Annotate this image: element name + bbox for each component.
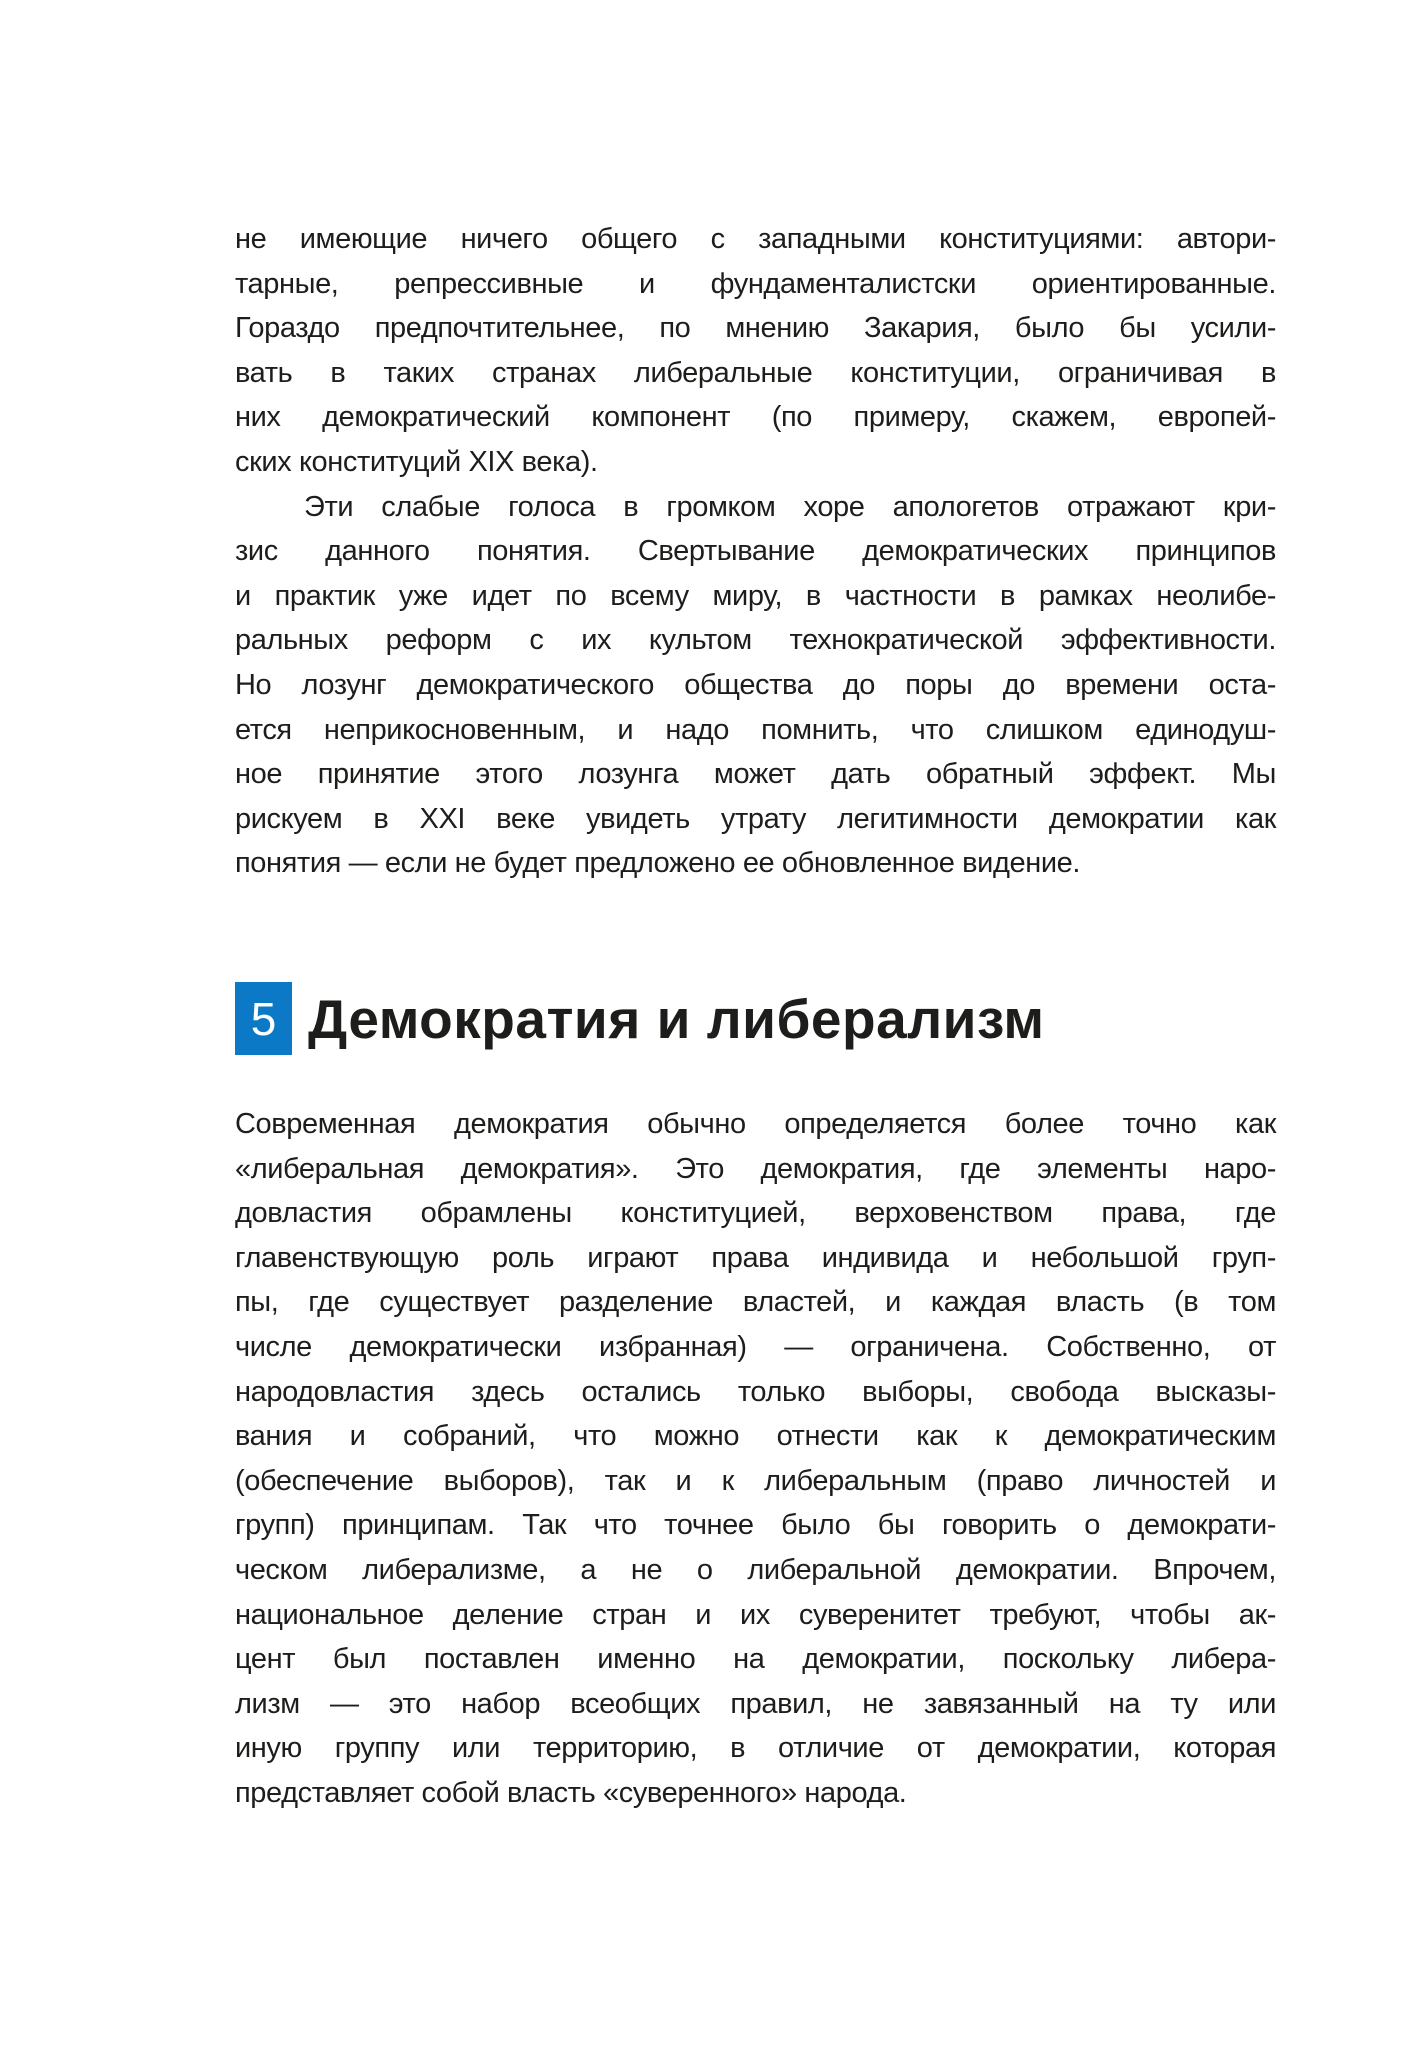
- text-line: Гораздо предпочтительнее, по мнению Закария, было бы усили-: [235, 312, 1276, 345]
- text-line: них демократический компонент (по примеру, скажем, европей-: [235, 401, 1276, 434]
- section-number-badge: 5: [235, 982, 292, 1055]
- text-line: ческом либерализме, а не о либеральной демократии. Впрочем,: [235, 1553, 1276, 1586]
- text-line: цент был поставлен именно на демократии, поскольку либера-: [235, 1643, 1276, 1676]
- text-line: ральных реформ с их культом технократической эффективности.: [235, 624, 1276, 657]
- continued-paragraphs: [235, 217, 1276, 886]
- text-line: Современная демократия обычно определяется более точно как: [235, 1108, 1276, 1140]
- text-line: тарные, репрессивные и фундаменталистски ориентированные.: [235, 267, 1276, 300]
- text-line: групп) принципам. Так что точнее было бы говорить о демократи-: [235, 1509, 1276, 1542]
- text-line: главенствующую роль играют права индивида и небольшой груп-: [235, 1241, 1276, 1274]
- text-line: вать в таких странах либеральные конституции, ограничивая в: [235, 356, 1276, 389]
- text-line: Эти слабые голоса в громком хоре апологетов отражают кри-: [304, 490, 1276, 523]
- text-line: пы, где существует разделение властей, и каждая власть (в том: [235, 1286, 1276, 1319]
- text-line: и практик уже идет по всему миру, в частности в рамках неолибе-: [235, 579, 1276, 612]
- section-body: [235, 1102, 1276, 1816]
- text-line: народовластия здесь остались только выборы, свобода высказы-: [235, 1375, 1276, 1408]
- text-line: рискуем в XXI веке увидеть утрату легитимности демократии как: [235, 802, 1276, 835]
- text-line: ное принятие этого лозунга может дать обратный эффект. Мы: [235, 758, 1276, 791]
- text-line: иную группу или территорию, в отличие от демократии, которая: [235, 1732, 1276, 1765]
- text-line: зис данного понятия. Свертывание демократических принципов: [235, 535, 1276, 568]
- text-line: представляет собой власть «суверенного» народа.: [235, 1776, 907, 1809]
- text-line: ется неприкосновенным, и надо помнить, что слишком единодуш-: [235, 713, 1276, 746]
- text-line: числе демократически избранная) — ограничена. Собственно, от: [235, 1330, 1276, 1363]
- section-heading: [235, 982, 1045, 1055]
- text-line: лизм — это набор всеобщих правил, не завязанный на ту или: [235, 1687, 1276, 1720]
- text-line: (обеспечение выборов), так и к либеральным (право личностей и: [235, 1464, 1276, 1497]
- text-line: национальное деление стран и их суверенитет требуют, чтобы ак-: [235, 1598, 1276, 1631]
- text-line: Но лозунг демократического общества до поры до времени оста-: [235, 668, 1276, 701]
- text-line: не имеющие ничего общего с западными конституциями: автори-: [235, 223, 1276, 255]
- text-line: понятия — если не будет предложено ее обновленное видение.: [235, 847, 1081, 880]
- text-line: вания и собраний, что можно отнести как к демократическим: [235, 1420, 1276, 1453]
- section-title: Демократия и либерализм: [308, 987, 1045, 1050]
- text-line: ских конституций XIX века).: [235, 445, 598, 478]
- text-line: довластия обрамлены конституцией, верховенством права, где: [235, 1197, 1276, 1230]
- text-line: «либеральная демократия». Это демократия, где элементы наро-: [235, 1152, 1276, 1185]
